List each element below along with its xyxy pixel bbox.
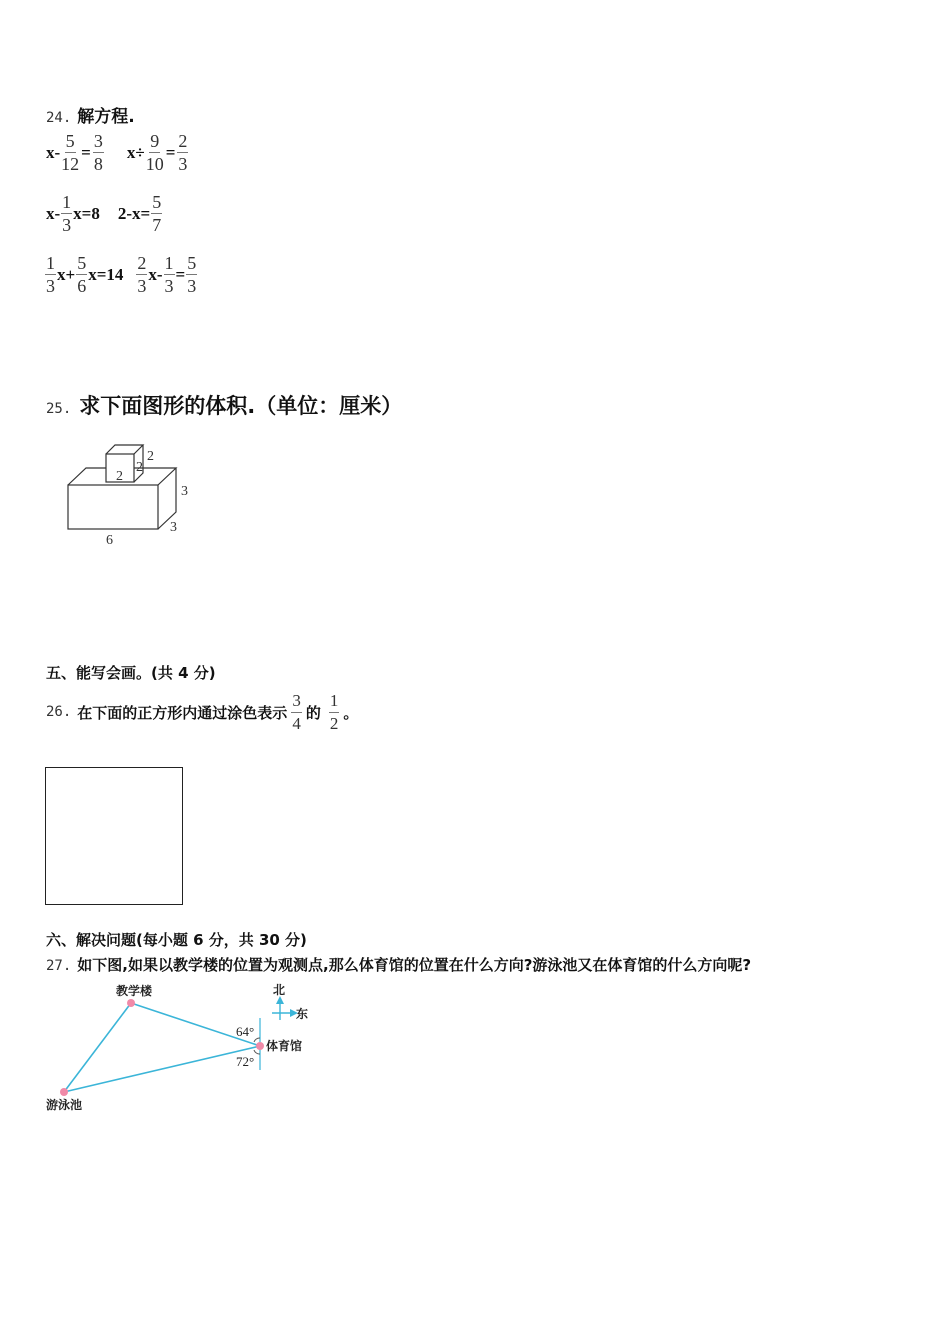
fraction-3-4: $\frac{3}{4}$ [292,690,301,733]
pool-point [60,1088,68,1096]
fraction: $\frac{5}{12}$ [61,131,80,174]
q26-number: 26. [46,704,72,720]
direction-map [40,980,330,1115]
angle-arc-bottom [254,1050,260,1054]
q27-line [46,954,751,975]
fraction: $\frac{9}{10}$ [145,131,164,174]
angle-arc-top [254,1038,260,1042]
label-angle-72: 72° [236,1054,255,1069]
school-point [127,999,135,1007]
fraction: $\frac{5}{7}$ [152,192,162,235]
label-small-side: 2 [136,460,143,475]
drawing-square[interactable] [45,767,183,905]
eq6: $\frac{2}{3}$ x- $\frac{1}{3}$ = $\frac{5}{3}$ [137,253,197,296]
eq2: x÷ $\frac{9}{10}$ = $\frac{2}{3}$ [126,131,188,174]
fraction: $\frac{5}{6}$ [77,253,87,296]
gym-point [256,1042,264,1050]
eq1: x- $\frac{5}{12}$ = $\frac{3}{8}$ [46,131,103,174]
q24-header [46,102,135,127]
equation-row-2 [46,193,163,234]
equation-row-3 [44,254,198,295]
q25-title: 求下面图形的体积.（单位：厘米） [79,394,403,418]
label-small-front: 2 [116,469,123,484]
fraction: $\frac{2}{3}$ [137,253,147,296]
eq5: $\frac{1}{3}$ x+ $\frac{5}{6}$ x=14 [46,253,124,296]
q26-text: 在下面的正方形内通过涂色表示 [77,703,288,722]
label-north: 北 [273,983,286,997]
fraction: $\frac{5}{3}$ [187,253,197,296]
label-pool: 游泳池 [46,1098,83,1112]
q24-title: 解方程. [77,107,135,127]
label-big-depth: 3 [170,520,177,535]
eq4: 2-x= $\frac{5}{7}$ [117,192,162,235]
label-east: 东 [296,1007,309,1021]
q27-number: 27. [46,958,72,974]
label-big-length: 6 [106,533,113,548]
fraction: $\frac{2}{3}$ [178,131,188,174]
label-angle-64: 64° [236,1024,255,1039]
fraction: $\frac{1}{3}$ [62,192,72,235]
label-school: 教学楼 [116,984,153,998]
equation-row-1 [46,132,189,173]
q25-header [46,390,402,420]
q24-number: 24. [46,110,72,126]
label-small-top: 2 [147,449,154,464]
fraction: $\frac{3}{8}$ [93,131,103,174]
label-big-height: 3 [181,484,188,499]
q27-text: 如下图,如果以教学楼的位置为观测点,那么体育馆的位置在什么方向?游泳池又在体育馆的什么方向呢? [77,956,752,974]
solid-figure [60,440,200,552]
fraction-1-2: $\frac{1}{2}$ [329,690,339,733]
fraction: $\frac{1}{3}$ [164,253,174,296]
q25-number: 25. [46,401,72,417]
section-5-title: 五、能写会画。(共 4 分) [46,664,216,682]
fraction: $\frac{1}{3}$ [46,253,55,296]
q26-line: 26. 在下面的正方形内通过涂色表示 $\frac{3}{4}$ 的 $\frac{1}{2}$ 。 [46,690,359,733]
label-gym: 体育馆 [266,1039,303,1053]
north-arrow-icon [276,996,284,1004]
eq3: x- $\frac{1}{3}$ x=8 [46,192,100,235]
section-6-title: 六、解决问题(每小题 6 分，共 30 分) [46,931,307,949]
